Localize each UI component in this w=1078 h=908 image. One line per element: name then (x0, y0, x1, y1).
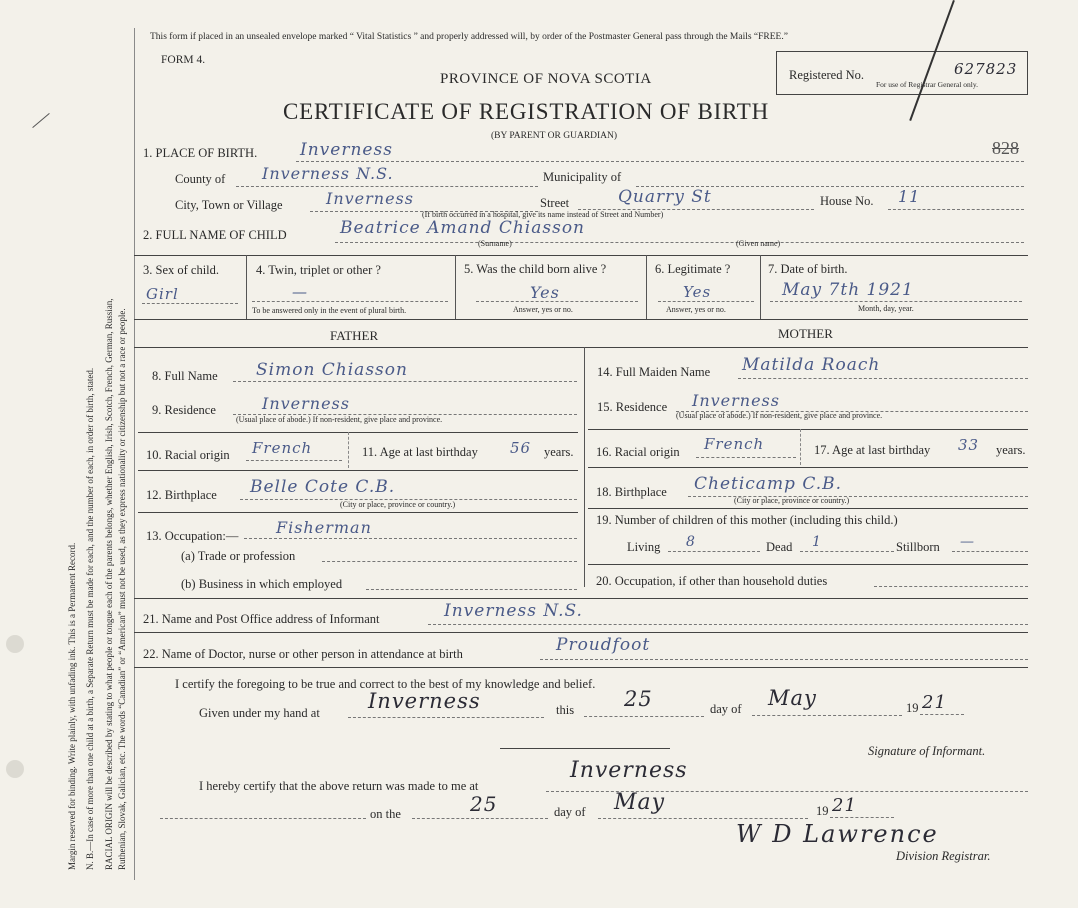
registrar-place-value: Inverness (570, 758, 688, 783)
father-age-unit: years. (544, 445, 574, 459)
given-place-line (348, 717, 544, 718)
margin-note: N. B.—In case of more than one child at a birth, a Separate Return must be made for each, and the number of each, in order of birth, stated. (85, 367, 95, 870)
mother-occupation-label: 20. Occupation, if other than household duties (596, 574, 828, 588)
mother-name-label: 14. Full Maiden Name (597, 365, 711, 379)
parents-center-divider (584, 347, 585, 587)
mother-name-line (738, 378, 1028, 379)
row-divider (588, 429, 1028, 430)
informant-value: Inverness N.S. (444, 601, 583, 621)
registrar-day-value: 25 (470, 792, 498, 816)
registrar-month-line (598, 818, 808, 819)
mother-race-line (696, 457, 796, 458)
city-value: Inverness (326, 189, 414, 208)
child-name-label: 2. FULL NAME OF CHILD (143, 228, 287, 242)
certify-day-of-label: day of (710, 702, 742, 716)
father-heading: FATHER (330, 328, 379, 343)
given-name-note: (Given name) (736, 239, 781, 248)
municipality-label: Municipality of (543, 170, 622, 184)
hospital-note: (If birth occurred in a hospital, give its name instead of Street and Number) (422, 210, 664, 219)
street-value: Quarry St (618, 187, 712, 207)
legitimate-value: Yes (683, 283, 712, 301)
city-label: City, Town or Village (175, 198, 283, 212)
row-divider (588, 467, 1028, 468)
mother-age-value: 33 (958, 436, 980, 454)
legitimate-note: Answer, yes or no. (666, 305, 726, 314)
row-divider (588, 508, 1028, 509)
punch-hole (6, 760, 24, 778)
house-number-label: House No. (820, 194, 874, 208)
registrar-month-value: May (614, 790, 666, 815)
father-name-line (233, 381, 577, 382)
registered-number: 627823 (954, 60, 1018, 78)
mother-occupation-line (874, 586, 1028, 587)
registrar-note: For use of Registrar General only. (876, 80, 978, 89)
margin-note: RACIAL ORIGIN will be described by stating to what people or tongue each of the parents belongs, whether English, Irish, Scotch, French, German, Russian, (104, 298, 114, 870)
certify-year-prefix: 19 (906, 701, 919, 715)
surname-note: (Surname) (478, 239, 512, 248)
house-number-line (888, 209, 1024, 210)
registrar-signature: W D Lawrence (736, 820, 939, 848)
mother-race-label: 16. Racial origin (596, 445, 680, 459)
business-label: (b) Business in which employed (181, 577, 343, 591)
informant-signature-line (500, 748, 670, 749)
birth-date-note: Month, day, year. (858, 304, 914, 313)
trade-profession-label: (a) Trade or profession (181, 549, 296, 563)
column-divider (455, 255, 456, 319)
living-line (668, 551, 760, 552)
mother-residence-note: (Usual place of abode.) If non-resident, give place and province. (676, 411, 883, 420)
certify-month-line (752, 715, 902, 716)
column-divider (800, 429, 801, 465)
county-value: Inverness N.S. (262, 164, 394, 183)
twin-label: 4. Twin, triplet or other ? (256, 263, 381, 277)
mother-age-label: 17. Age at last birthday (814, 443, 931, 457)
registrar-pre-line (160, 818, 366, 819)
mail-notice: This form if placed in an unsealed envelope marked “ Vital Statistics ” and properly addressed will, by order of the Postmaster General pass through the Mails “FREE.” (150, 32, 788, 42)
father-race-value: French (252, 439, 313, 457)
birth-date-line (770, 301, 1022, 302)
registrar-day-line (412, 818, 548, 819)
margin-note: Ruthenian, Slovak, Galician, etc. The words “Canadian” or “American” must not be used, as they express nationality or citizenship but not a race or people. (117, 308, 127, 870)
doctor-line (540, 659, 1028, 660)
certify-statement: I certify the foregoing to be true and correct to the best of my knowledge and belief. (175, 677, 596, 691)
stillborn-line (952, 551, 1028, 552)
corner-mark: 828 (992, 138, 1019, 158)
punch-hole (6, 635, 24, 653)
registrar-statement: I hereby certify that the above return was made to me at (199, 779, 479, 793)
registrar-day-of-label: day of (554, 805, 586, 819)
informant-signature-label: Signature of Informant. (868, 744, 986, 758)
dead-label: Dead (766, 540, 793, 554)
living-value: 8 (686, 534, 696, 550)
row-divider (134, 319, 1028, 320)
children-count-label: 19. Number of children of this mother (including this child.) (596, 513, 898, 527)
informant-line (428, 624, 1028, 625)
street-label: Street (540, 196, 570, 210)
father-birthplace-label: 12. Birthplace (146, 488, 217, 502)
alive-note: Answer, yes or no. (513, 305, 573, 314)
doctor-value: Proudfoot (556, 635, 651, 655)
father-age-label: 11. Age at last birthday (362, 445, 478, 459)
mother-birthplace-label: 18. Birthplace (596, 485, 667, 499)
row-divider (138, 432, 578, 433)
column-divider (760, 255, 761, 319)
on-the-label: on the (370, 807, 401, 821)
mother-birthplace-note: (City or place, province or country.) (734, 496, 850, 505)
county-line (236, 186, 538, 187)
alive-line (476, 301, 638, 302)
father-residence-note: (Usual place of abode.) If non-resident, give place and province. (236, 415, 443, 424)
twin-value: — (292, 283, 308, 301)
this-label: this (556, 703, 575, 717)
mother-residence-label: 15. Residence (597, 400, 668, 414)
trade-profession-line (322, 561, 577, 562)
row-divider (134, 667, 1028, 668)
left-border (134, 28, 135, 880)
certify-year-value: 21 (922, 692, 947, 713)
house-number-value: 11 (898, 187, 921, 206)
father-residence-label: 9. Residence (152, 403, 216, 417)
doctor-label: 22. Name of Doctor, nurse or other person in attendance at birth (143, 647, 463, 661)
row-divider (588, 564, 1028, 565)
mother-heading: MOTHER (778, 326, 833, 341)
pencil-tick-mark (32, 113, 49, 128)
row-divider (134, 255, 1028, 256)
twin-note: To be answered only in the event of plural birth. (252, 306, 407, 315)
column-divider (646, 255, 647, 319)
given-place-value: Inverness (368, 689, 481, 713)
mother-name-value: Matilda Roach (742, 355, 881, 375)
place-of-birth-label: 1. PLACE OF BIRTH. (143, 146, 258, 160)
place-of-birth-line (296, 161, 1024, 162)
county-label: County of (175, 172, 226, 186)
row-divider (138, 470, 578, 471)
alive-label: 5. Was the child born alive ? (464, 262, 607, 276)
mother-age-unit: years. (996, 443, 1026, 457)
father-occupation-line (244, 538, 577, 539)
registrar-year-value: 21 (832, 795, 857, 816)
row-divider (134, 598, 1028, 599)
father-occupation-value: Fisherman (276, 518, 372, 537)
stillborn-value: — (960, 534, 975, 550)
dead-value: 1 (812, 534, 822, 550)
form-number: FORM 4. (161, 54, 206, 66)
father-residence-value: Inverness (262, 394, 350, 413)
living-label: Living (627, 540, 661, 554)
father-race-label: 10. Racial origin (146, 448, 230, 462)
legitimate-line (658, 301, 754, 302)
legitimate-label: 6. Legitimate ? (655, 262, 731, 276)
registered-label: Registered No. (789, 68, 864, 82)
sex-value: Girl (146, 285, 179, 303)
child-name-value: Beatrice Amand Chiasson (340, 218, 585, 238)
row-divider (138, 512, 578, 513)
sex-line (142, 303, 238, 304)
business-line (366, 589, 577, 590)
father-occupation-label: 13. Occupation:— (146, 529, 239, 543)
page-title: CERTIFICATE OF REGISTRATION OF BIRTH (283, 99, 770, 124)
column-divider (348, 432, 349, 468)
father-age-value: 56 (510, 439, 532, 457)
province-heading: PROVINCE OF NOVA SCOTIA (440, 71, 652, 87)
place-of-birth-value: Inverness (300, 140, 393, 160)
father-name-value: Simon Chiasson (256, 360, 408, 380)
certify-year-line (920, 714, 964, 715)
mother-residence-value: Inverness (692, 391, 780, 410)
stillborn-label: Stillborn (896, 540, 940, 554)
birth-date-value: May 7th 1921 (782, 280, 914, 300)
child-name-line (335, 242, 1024, 243)
row-divider (134, 347, 1028, 348)
father-birthplace-value: Belle Cote C.B. (250, 477, 396, 497)
sex-label: 3. Sex of child. (143, 263, 220, 277)
alive-value: Yes (530, 283, 560, 302)
registrar-year-line (830, 817, 894, 818)
given-under-hand-label: Given under my hand at (199, 706, 320, 720)
dead-line (800, 551, 894, 552)
certify-day-value: 25 (624, 687, 653, 711)
row-divider (134, 632, 1028, 633)
twin-line (252, 301, 448, 302)
mother-race-value: French (704, 435, 765, 453)
page-subtitle: (BY PARENT OR GUARDIAN) (491, 131, 618, 141)
father-name-label: 8. Full Name (152, 369, 218, 383)
registrar-year-prefix: 19 (816, 804, 829, 818)
certify-day-line (584, 716, 704, 717)
informant-label: 21. Name and Post Office address of Informant (143, 612, 380, 626)
mother-birthplace-value: Cheticamp C.B. (694, 474, 843, 494)
registrar-signature-label: Division Registrar. (896, 849, 991, 863)
margin-note: Margin reserved for binding. Write plainly, with unfading ink. This is a Permanent Record. (67, 542, 77, 870)
father-birthplace-note: (City or place, province or country.) (340, 500, 456, 509)
father-race-line (246, 460, 342, 461)
certify-month-value: May (768, 686, 817, 710)
column-divider (246, 255, 247, 319)
birth-date-label: 7. Date of birth. (768, 262, 848, 276)
